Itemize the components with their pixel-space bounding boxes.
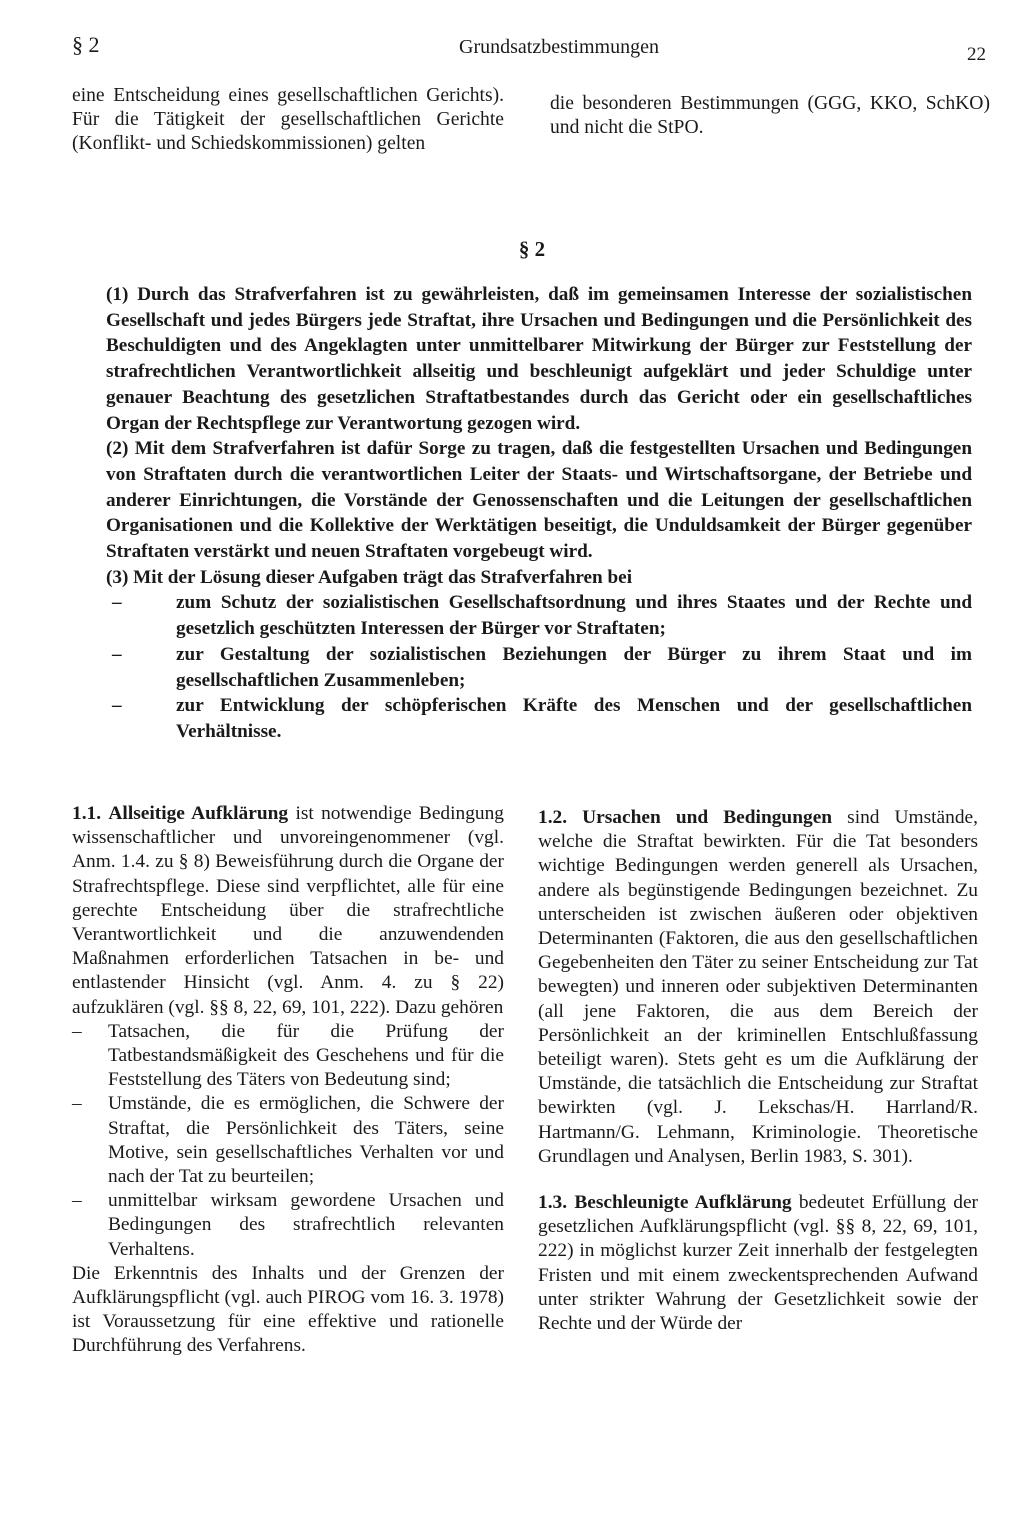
list-item (72, 1092, 504, 1189)
note-term: Allseitige Aufklärung (108, 803, 289, 824)
intro-right-column (550, 92, 990, 140)
paragraph-gap (538, 1169, 978, 1191)
commentary-right-column (538, 806, 978, 1336)
law-dash-list (0, 590, 972, 744)
law-text (106, 282, 972, 745)
header-title: Grundsatzbestimmungen (459, 36, 659, 58)
note-text: sind Umstände, welche die Straftat bewirkten. Für die Tat besonders wichtige Bedingungen werden generell als Ursachen, andere als begünstigende Bedingungen bezeichnet. Zu unterscheiden ist zwischen äußeren oder objektiven Determinanten (Faktoren, die aus den gesellschaftlichen Gegebenheiten den Täter zu seiner Entscheidung zur Tat bewegten) und inneren oder subjektiven Determinanten (all jene Faktoren, die aus dem Bereich der Persönlichkeit an der kriminellen Entschlußfassung beteiligt waren). Stets geht es um die Aufklärung der Umstände, die tatsächlich die Entscheidung zur Straftat bewirkten (vgl. J. Lekschas/H. Harrland/R. Hartmann/G. Lehmann, Kriminologie. Theoretische Grundlagen und Analysen, Berlin 1983, S. 301). (538, 807, 978, 1167)
dash-bullet: – (72, 1093, 82, 1115)
note-1-2 (538, 806, 978, 1169)
list-item (0, 590, 972, 641)
list-item (72, 1189, 504, 1262)
page-number: 22 (967, 44, 986, 65)
dash-bullet: – (72, 1190, 82, 1212)
list-item (72, 1020, 504, 1093)
list-item-text: unmittelbar wirksam gewordene Ursachen und Bedingungen des strafrechtlich relevanten Verhaltens. (108, 1190, 504, 1260)
list-item-text: zur Entwicklung der schöpferischen Kräfte des Menschen und der gesellschaftlichen Verhältnisse. (176, 695, 972, 742)
list-item (0, 642, 972, 693)
list-item-text: Tatsachen, die für die Prüfung der Tatbestandsmäßigkeit des Geschehens und für die Feststellung des Täters von Bedeutung sind; (108, 1020, 504, 1091)
law-paragraph-3: (3) Mit der Lösung dieser Aufgaben trägt das Strafverfahren bei (106, 566, 633, 588)
note-term: Ursachen und Bedingungen (582, 807, 833, 828)
list-item-text: zur Gestaltung der sozialistischen Beziehungen der Bürger zu ihrem Staat und im gesellschaftlichen Zusammenleben; (176, 643, 972, 691)
list-item (0, 693, 972, 744)
dash-bullet: – (112, 695, 122, 717)
list-item-text: Umstände, die es ermöglichen, die Schwere der Straftat, die Persönlichkeit des Täters, seine Motive, sein gesellschaftliches Verhalten vor und nach der Tat zu beurteilen; (108, 1093, 504, 1188)
law-paragraph-2: (2) Mit dem Strafverfahren ist dafür Sorge zu tragen, daß die festgestellten Ursachen und Bedingungen von Straftaten durch die verantwortlichen Leiter der Staats- und Wirtschaftsorgane, der Betriebe und anderer Einrichtungen, die Vorstände der Genossenschaften und die Leitungen der gesellschaftlichen Organisationen und die Kollektive der Werktätigen beseitigt, die Unduldsamkeit der Bürger gegenüber Straftaten verstärkt und neuen Straftaten vorgebeugt wird. (106, 438, 972, 563)
note-term: Beschleunigte Aufklärung (574, 1192, 792, 1214)
law-paragraph-1: (1) Durch das Strafverfahren ist zu gewährleisten, daß im gemeinsamen Interesse der sozialistischen Gesellschaft und jedes Bürgers jede Straftat, ihre Ursachen und Bedingungen und die Persönlichkeit des Beschuldigten und des Angeklagten unter unmittelbarer Mitwirkung der Bürger zur Feststellung der strafrechtlichen Verantwortlichkeit allseitig und beschleunigt aufgeklärt und jeder Schuldige unter genauer Beachtung des gesetzlichen Straftatbestandes durch das Gericht oder ein gesellschaftliches Organ der Rechtspflege zur Verantwortung gezogen wird. (106, 284, 972, 434)
note-1-3 (538, 1191, 978, 1336)
dash-bullet: – (72, 1020, 82, 1042)
running-header (72, 30, 986, 64)
dash-bullet: – (112, 592, 122, 614)
intro-right-text: die besonderen Bestimmungen (GGG, KKO, SchKO) und nicht die StPO. (550, 93, 990, 138)
intro-left-text: eine Entscheidung eines gesellschaftlichen Gerichts). Für die Tätigkeit der gesellschaftlichen Gerichte (Konflikt- und Schiedskommissionen) gelten (72, 85, 504, 154)
intro-left-column (72, 84, 504, 156)
note-1-1-list (72, 1020, 504, 1262)
note-text: ist notwendige Bedingung wissenschaftlicher und unvoreingenommener (vgl. Anm. 1.4. zu § 8) Beweisführung durch die Organe der Strafrechtspflege. Diese sind verpflichtet, alle für eine gerechte Entscheidung über die strafrechtliche Verantwortlichkeit und die anzuwendenden Maßnahmen erforderlichen Tatsachen in be- und entlastender Hinsicht (vgl. Anm. 4. zu § 22) aufzuklären (vgl. §§ 8, 22, 69, 101, 222). Dazu gehören (72, 803, 504, 1018)
header-section-mark: § 2 (72, 32, 100, 57)
list-item-text: zum Schutz der sozialistischen Gesellschaftsordnung und ihres Staates und der Rechte und gesetzlich geschützten Interessen der Bürger vor Straftaten; (176, 592, 972, 640)
note-1-1-closing: Die Erkenntnis des Inhalts und der Grenzen der Aufklärungspflicht (vgl. auch PIROG vom 16. 3. 1978) ist Voraussetzung für eine effektive und rationelle Durchführung des Verfahrens. (72, 1262, 504, 1357)
law-section-heading: § 2 (518, 237, 546, 261)
dash-bullet: – (112, 643, 122, 665)
note-text: bedeutet Erfüllung der gesetzlichen Aufklärungspflicht (vgl. §§ 8, 22, 69, 101, 222) in möglichst kurzer Zeit innerhalb der festgelegten Fristen und mit einem zweckentsprechenden Aufwand unter strikter Wahrung der Gesetzlichkeit sowie der Rechte und der Würde der (538, 1192, 979, 1335)
note-1-1 (72, 802, 504, 1020)
note-number: 1.1. (72, 803, 102, 824)
commentary-left-column (72, 802, 504, 1359)
note-number: 1.3. (538, 1192, 568, 1214)
note-number: 1.2. (538, 807, 568, 828)
